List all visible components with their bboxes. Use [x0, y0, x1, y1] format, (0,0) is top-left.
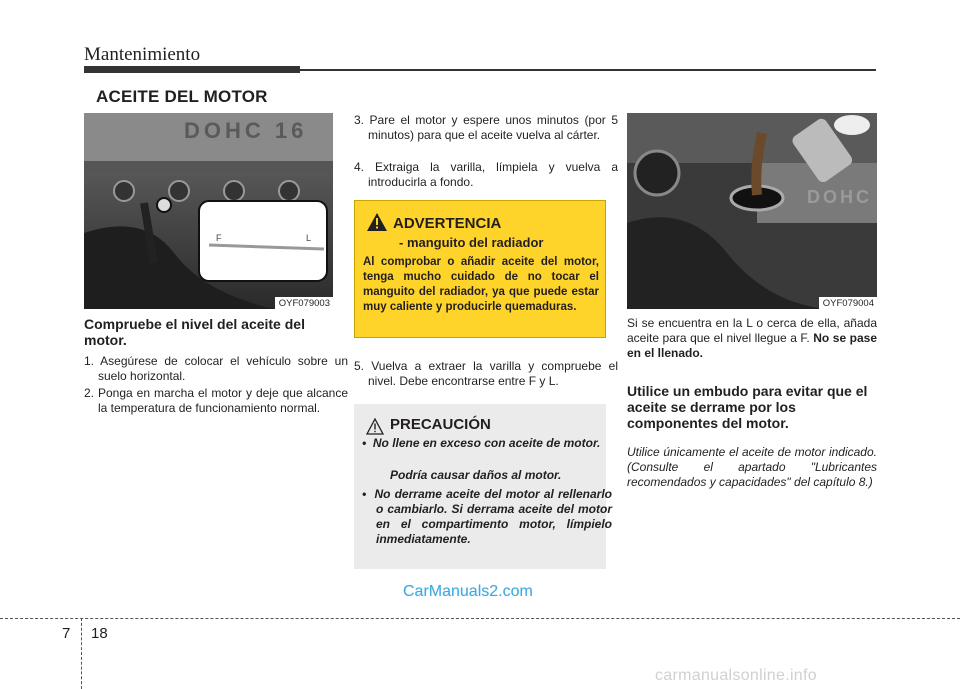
- warning-box: [354, 200, 606, 338]
- engine-photo-dipstick: [84, 113, 333, 309]
- chapter-number: 7: [62, 625, 71, 642]
- dipstick-mark-l: L: [306, 233, 312, 243]
- header-title: Mantenimiento: [84, 44, 201, 65]
- step-2: 2. Ponga en marcha el motor y deje que alcance la temperatura de funcionamiento normal.: [84, 386, 348, 415]
- step-5: 5. Vuelva a extraer la varilla y compruebe el nivel. Debe encontrarse entre F y L.: [354, 359, 618, 388]
- right-para-text: Si se encuentra en la L o cerca de ella, añada aceite para que el nivel llegue a F.: [627, 316, 877, 345]
- right-para-bold: No se pase en el llenado.: [627, 331, 877, 360]
- bullet: •: [362, 487, 375, 501]
- bullet: •: [362, 436, 373, 450]
- warning-triangle-icon: [367, 213, 387, 231]
- header-rule: [300, 69, 876, 71]
- warning-subtitle: - manguito del radiador: [399, 235, 544, 250]
- funnel-illustration: [627, 113, 877, 309]
- footer-divider: [0, 618, 960, 619]
- caution-title: PRECAUCIÓN: [390, 416, 491, 433]
- check-oil-heading: Compruebe el nivel del aceite del motor.: [84, 316, 305, 348]
- photo-code: OYF079004: [819, 297, 877, 309]
- dipstick-mark-f: F: [216, 233, 222, 243]
- caution-item-text: No derrame aceite del motor al rellenarlo o cambiarlo. Si derrama aceite del motor en el compartimento motor, límpielo inmediatamente.: [374, 487, 612, 546]
- warning-body: Al comprobar o añadir aceite del motor, tenga mucho cuidado de no tocar el manguito del radiador, ya que puede estar muy caliente y producirle quemaduras.: [363, 256, 599, 313]
- engine-illustration: [84, 113, 333, 309]
- header-bar: [84, 66, 300, 73]
- page-number: 18: [91, 625, 108, 642]
- step-4: 4. Extraiga la varilla, límpiela y vuelva a introducirla a fondo.: [354, 160, 618, 189]
- engine-cover-text: DOHC: [807, 187, 872, 207]
- caution-box: [354, 404, 612, 569]
- caution-item: [362, 487, 612, 547]
- oil-note: Utilice únicamente el aceite de motor indicado. (Consulte el apartado "Lubricantes recomendados y capacidades" del capítulo 8.): [627, 445, 877, 489]
- engine-cover-text: DOHC 16: [184, 118, 308, 143]
- engine-photo-funnel: [627, 113, 877, 309]
- step-1: 1. Asegúrese de colocar el vehículo sobre un suelo horizontal.: [84, 354, 348, 383]
- funnel-heading: Utilice un embudo para evitar que el aceite se derrame por los componentes del motor.: [627, 383, 868, 431]
- footer-vertical-divider: [81, 618, 82, 689]
- caution-item-text: No llene en exceso con aceite de motor.: [372, 436, 601, 450]
- section-title: ACEITE DEL MOTOR: [96, 87, 268, 106]
- warning-title: ADVERTENCIA: [393, 215, 502, 232]
- caution-item: [362, 436, 612, 451]
- photo-code: OYF079003: [275, 297, 333, 309]
- step-3: 3. Pare el motor y espere unos minutos (por 5 minutos) para que el aceite vuelva al cárter.: [354, 113, 618, 142]
- caution-triangle-icon: [366, 418, 384, 435]
- caution-item-note: Podría causar daños al motor.: [390, 468, 562, 482]
- bottom-watermark: carmanualsonline.info: [655, 667, 817, 684]
- right-para: [627, 316, 877, 361]
- watermark-link[interactable]: CarManuals2.com: [403, 583, 533, 600]
